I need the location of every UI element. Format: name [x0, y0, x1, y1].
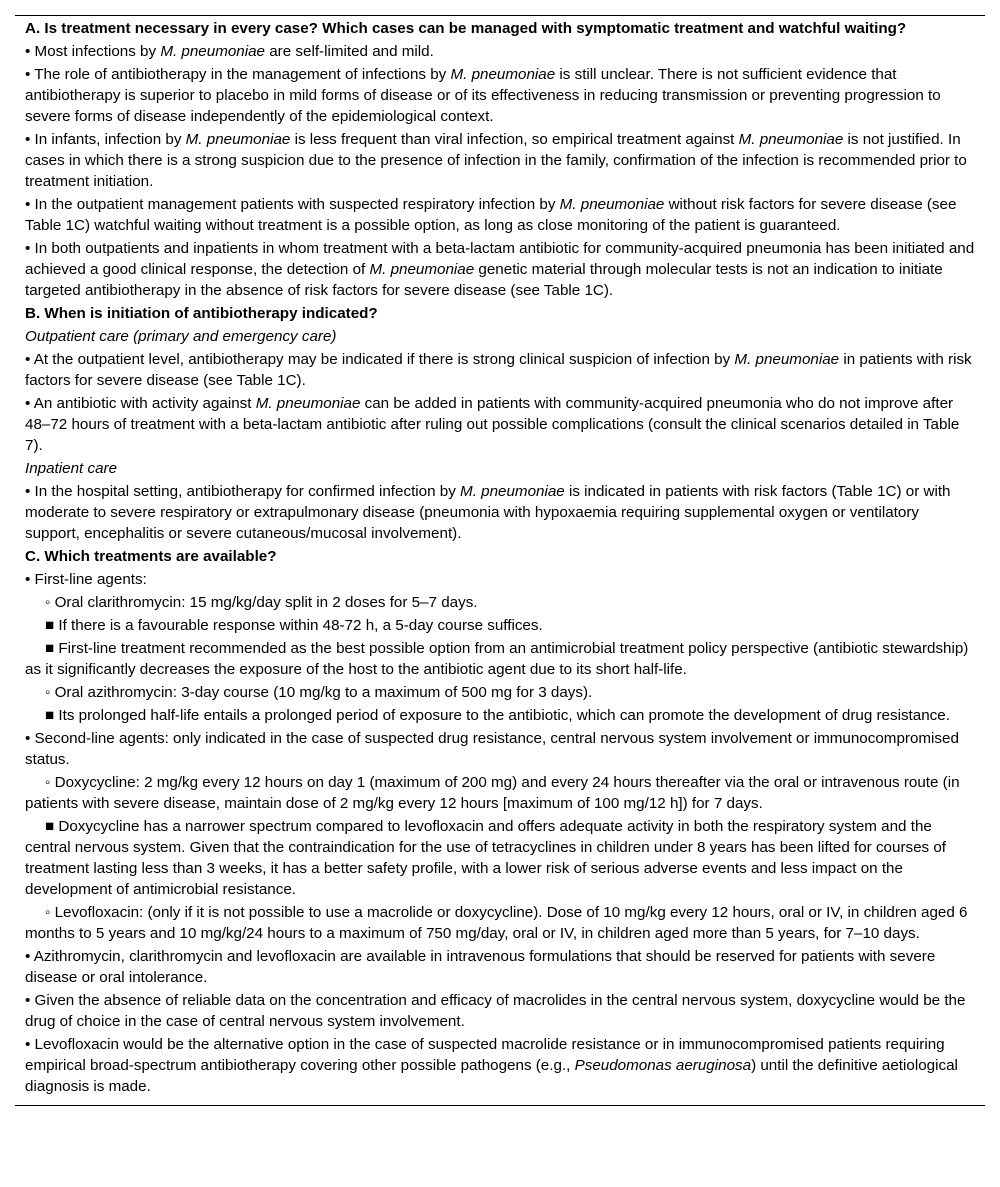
list-item: • In both outpatients and inpatients in whom treatment with a beta-lactam antibiotic for community-acquired pneumonia has been initiated and achieved a good clinical response, the detection of M. pneumoniae genetic material through molecular tests is not an indication to initiate targeted antibiotherapy in the absence of risk factors for severe disease (see Table 1C). — [25, 240, 975, 299]
list-item: • In infants, infection by M. pneumoniae is less frequent than viral infection, so empirical treatment against M. pneumoniae is not justified. In cases in which there is a strong suspicion due to the presence of infection in the family, confirmation of the infection is recommended prior to treatment initiation. — [25, 131, 967, 190]
list-item: • The role of antibiotherapy in the management of infections by M. pneumoniae is still unclear. There is not sufficient evidence that antibiotherapy is superior to placebo in mild forms of disease or of its effectiveness in reducing transmission or preventing progression to severe forms of disease independently of the epidemiological context. — [25, 66, 941, 125]
section-a-heading: A. Is treatment necessary in every case? Which cases can be managed with symptomatic treatment and watchful waiting? — [25, 20, 907, 37]
section-c-heading: C. Which treatments are available? — [25, 548, 277, 565]
list-item: • Second-line agents: only indicated in the case of suspected drug resistance, central nervous system involvement or immunocompromised status. — [25, 730, 959, 768]
list-item: • In the outpatient management patients with suspected respiratory infection by M. pneumoniae without risk factors for severe disease (see Table 1C) watchful waiting without treatment is a possible option, as long as close monitoring of the patient is guaranteed. — [25, 196, 957, 234]
drug-note: ■ Its prolonged half-life entails a prolonged period of exposure to the antibiotic, which can promote the development of drug resistance. — [45, 707, 950, 724]
table-body — [15, 18, 985, 1097]
list-item: • Most infections by M. pneumoniae are self-limited and mild. — [25, 43, 434, 60]
list-item: • In the hospital setting, antibiotherapy for confirmed infection by M. pneumoniae is indicated in patients with risk factors (Table 1C) or with moderate to severe respiratory or extrapulmonary disease (pneumonia with hypoxaemia requiring supplemental oxygen or ventilatory support, encephalitis or severe cutaneous/mucosal involvement). — [25, 483, 951, 542]
section-b-heading: B. When is initiation of antibiotherapy indicated? — [25, 305, 378, 322]
drug-note: ■ Doxycycline has a narrower spectrum compared to levofloxacin and offers adequate activity in both the respiratory system and the central nervous system. Given that the contraindication for the use of tetracyclines in children under 8 years has been lifted for courses of treatment lasting less than 3 weeks, it has a better safety profile, with a lower risk of serious adverse events and less impact on the development of antimicrobial resistance. — [25, 818, 947, 898]
outpatient-subheading: Outpatient care (primary and emergency care) — [25, 328, 337, 345]
list-item: • Azithromycin, clarithromycin and levofloxacin are available in intravenous formulations that should be reserved for patients with severe disease or oral intolerance. — [25, 948, 936, 986]
drug-item-azithromycin: ◦ Oral azithromycin: 3-day course (10 mg/kg to a maximum of 500 mg for 3 days). — [45, 684, 593, 701]
list-item: • An antibiotic with activity against M. pneumoniae can be added in patients with community-acquired pneumonia who do not improve after 48–72 hours of treatment with a beta-lactam antibiotic after ruling out possible complications (consult the clinical scenarios detailed in Table 7). — [25, 395, 960, 454]
list-item: • Given the absence of reliable data on the concentration and efficacy of macrolides in the central nervous system, doxycycline would be the drug of choice in the case of central nervous system involvement. — [25, 992, 966, 1030]
list-item: • At the outpatient level, antibiotherapy may be indicated if there is strong clinical suspicion of infection by M. pneumoniae in patients with risk factors for severe disease (see Table 1C). — [25, 351, 972, 389]
drug-note: ■ If there is a favourable response within 48-72 h, a 5-day course suffices. — [45, 617, 543, 634]
list-item: • First-line agents: — [25, 571, 147, 588]
drug-item-doxycycline: ◦ Doxycycline: 2 mg/kg every 12 hours on day 1 (maximum of 200 mg) and every 24 hours thereafter via the oral or intravenous route (in patients with severe disease, maintain dose of 2 mg/kg every 12 hours [maximum of 100 mg/12 h]) for 7 days. — [25, 774, 960, 812]
list-item: • Levofloxacin would be the alternative option in the case of suspected macrolide resistance or in immunocompromised patients requiring empirical broad-spectrum antibiotherapy covering other possible pathogens (e.g., Pseudomonas aeruginosa) until the definitive aetiological diagnosis is made. — [25, 1036, 958, 1095]
drug-item-levofloxacin: ◦ Levofloxacin: (only if it is not possible to use a macrolide or doxycycline). Dose of 10 mg/kg every 12 hours, oral or IV, in children aged 6 months to 5 years and 10 mg/kg/24 hours to a maximum of 750 mg/day, oral or IV, in children aged more than 5 years, for 7–10 days. — [25, 904, 968, 942]
inpatient-subheading: Inpatient care — [25, 460, 118, 477]
drug-item-clarithromycin: ◦ Oral clarithromycin: 15 mg/kg/day split in 2 doses for 5–7 days. — [45, 594, 478, 611]
drug-note: ■ First-line treatment recommended as the best possible option from an antimicrobial treatment policy perspective (antibiotic stewardship) as it significantly decreases the exposure of the host to the antibiotic agent due to its short half-life. — [25, 640, 969, 678]
recommendations-table — [15, 15, 985, 1106]
